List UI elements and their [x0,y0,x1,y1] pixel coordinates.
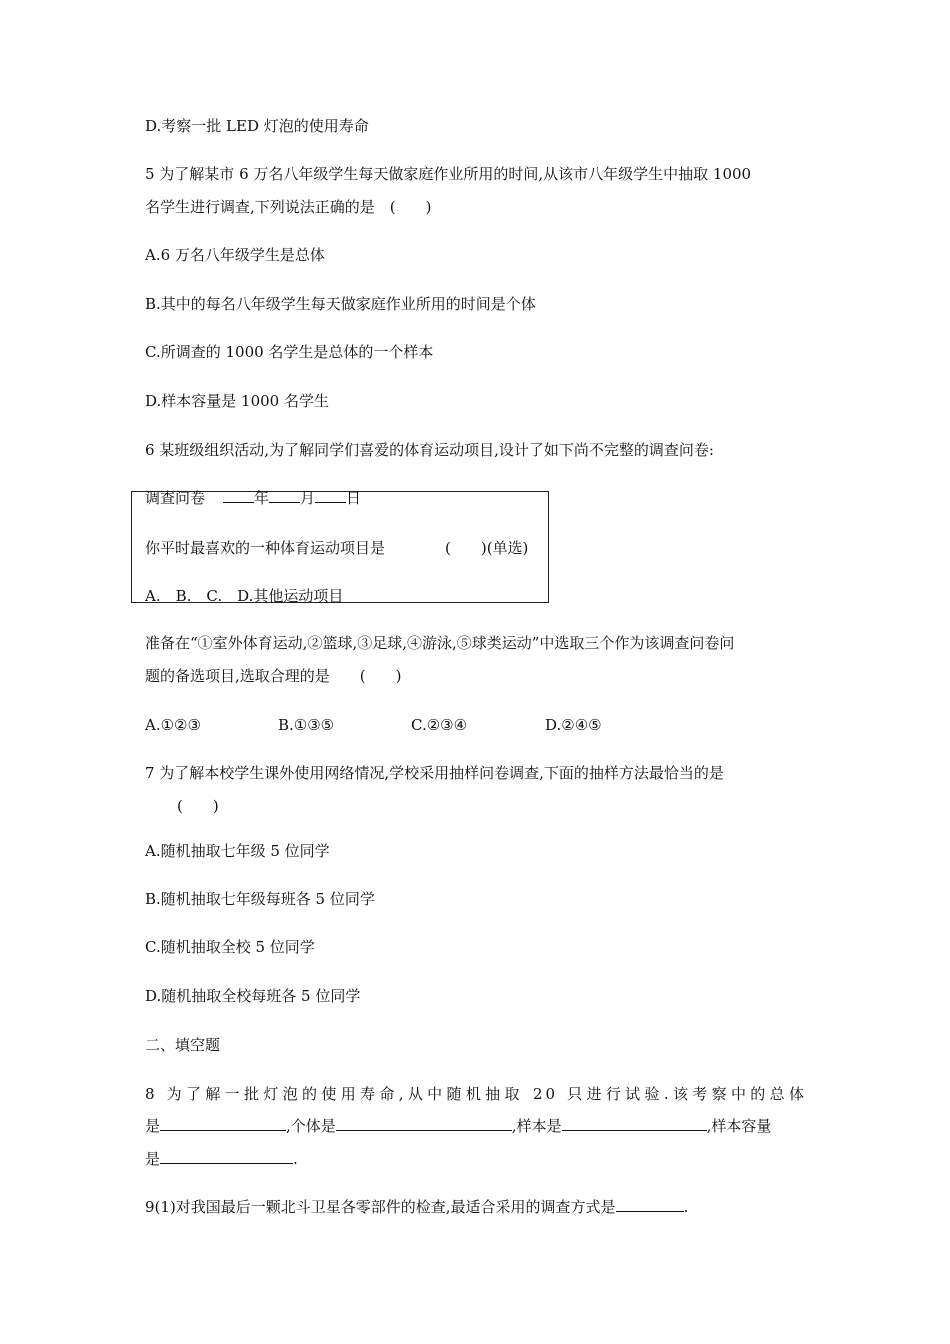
q6-stem-line1: 准备在“①室外体育运动,②篮球,③足球,④游泳,⑤球类运动”中选取三个作为该调查问卷问 [145,634,735,652]
q4-option-d: D.考察一批 LED 灯泡的使用寿命 [145,117,369,135]
sample-size-blank[interactable] [160,1148,293,1164]
year-label: 年 [254,489,270,507]
q8-stem-line1: 8 为了解一批灯泡的使用寿命,从中随机抽取 20 只进行试验.该考察中的总体 [145,1085,807,1103]
q7-stem-line1: 7 为了解本校学生课外使用网络情况,学校采用抽样问卷调查,下面的抽样方法最恰当的是 [145,764,724,782]
q8-stem-line3 [145,1148,298,1170]
day-blank [315,487,346,503]
q6-option-c: C.②③④ [411,716,468,734]
section-fill-in-title: 二、填空题 [145,1036,221,1054]
q8-text-4: ,样本容量 [706,1117,772,1135]
month-blank [269,487,300,503]
sample-blank[interactable] [562,1115,707,1131]
q8-stem-line2 [145,1115,771,1137]
month-label: 月 [300,489,316,507]
q7-option-c: C.随机抽取全校 5 位同学 [145,938,315,956]
day-label: 日 [346,489,362,507]
survey-title: 调查问卷 [145,489,206,507]
survey-questionnaire-box [131,491,549,603]
q9-end: . [683,1198,689,1216]
q5-stem-line2: 名学生进行调查,下列说法正确的是 ( ) [145,198,432,216]
q5-option-a: A.6 万名八年级学生是总体 [145,246,325,264]
year-blank [223,487,254,503]
q8-text-2: ,个体是 [286,1117,336,1135]
survey-question: 你平时最喜欢的一种体育运动项目是 [145,539,386,557]
q7-option-b: B.随机抽取七年级每班各 5 位同学 [145,890,375,908]
q8-text-6: . [293,1150,298,1168]
q5-option-b: B.其中的每名八年级学生每天做家庭作业所用的时间是个体 [145,295,536,313]
individual-blank[interactable] [336,1115,512,1131]
q9-text: 9(1)对我国最后一颗北斗卫星各零部件的检查,最适合采用的调查方式是 [145,1198,616,1216]
q5-option-d: D.样本容量是 1000 名学生 [145,392,329,410]
survey-method-blank[interactable] [616,1196,684,1212]
q8-text-1: 是 [145,1117,161,1135]
survey-question-paren: ( )(单选) [445,539,529,557]
population-blank[interactable] [160,1115,286,1131]
q8-text-3: ,样本是 [511,1117,562,1135]
q9-stem [145,1196,688,1218]
q6-option-a: A.①②③ [145,716,201,734]
q8-text-5: 是 [145,1150,161,1168]
q6-intro: 6 某班级组织活动,为了解同学们喜爱的体育运动项目,设计了如下尚不完整的调查问卷: [145,441,714,459]
q6-stem-line2: 题的备选项目,选取合理的是 ( ) [145,667,402,685]
q5-option-c: C.所调查的 1000 名学生是总体的一个样本 [145,343,434,361]
q6-option-b: B.①③⑤ [278,716,335,734]
q7-option-a: A.随机抽取七年级 5 位同学 [145,842,330,860]
q7-option-d: D.随机抽取全校每班各 5 位同学 [145,987,361,1005]
q7-stem-line2: ( ) [177,797,219,815]
q5-stem-line1: 5 为了解某市 6 万名八年级学生每天做家庭作业所用的时间,从该市八年级学生中抽取 1000 [145,165,752,183]
q6-option-d: D.②④⑤ [545,716,602,734]
survey-choices: A. B. C. D.其他运动项目 [145,587,344,605]
survey-title-row [145,487,361,509]
